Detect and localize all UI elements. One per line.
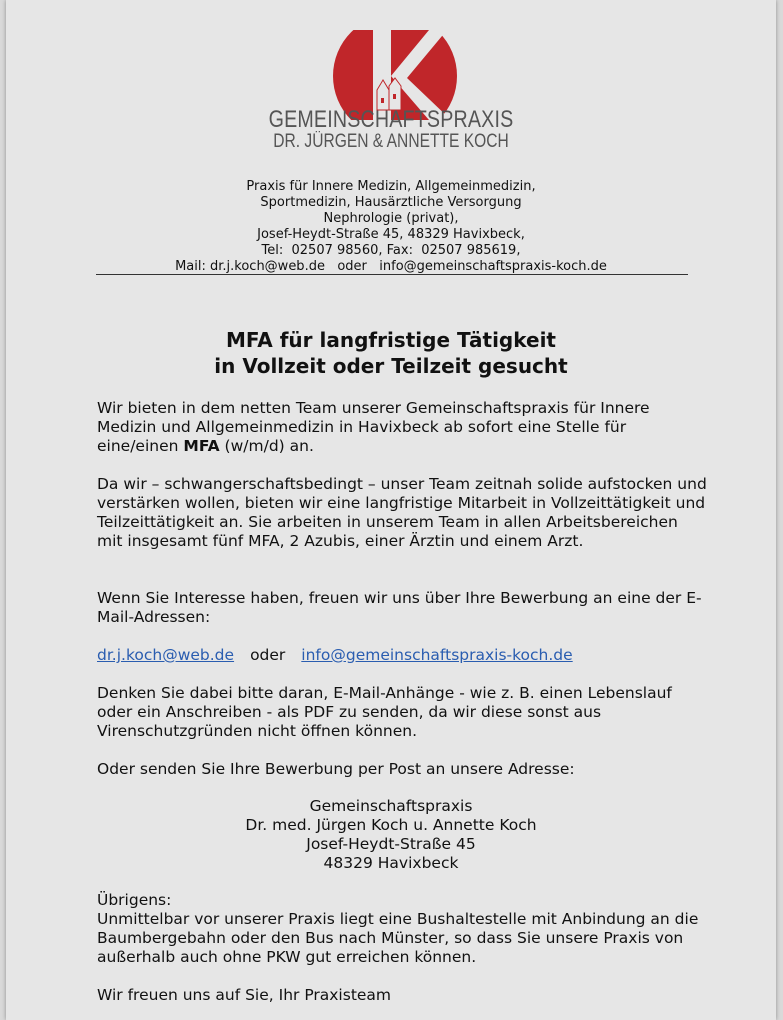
attachment-paragraph: Denken Sie dabei bitte daran, E-Mail-Anhänge - wie z. B. einen Lebenslauf oder ein Anschreiben - als PDF zu senden, da wir diese sonst aus Virenschutzgründen nicht öffnen können.	[97, 684, 672, 740]
email-link-2[interactable]: info@gemeinschaftspraxis-koch.de	[301, 646, 573, 664]
header-line: Nephrologie (privat),	[323, 211, 459, 226]
transport-text: Unmittelbar vor unserer Praxis liegt eine Bushaltestelle mit Anbindung an die Baumbergebahn oder den Bus nach Münster, so dass Sie unsere Praxis von außerhalb auch ohne PKW gut erreichen können.	[97, 910, 699, 966]
address-line: Gemeinschaftspraxis	[309, 797, 473, 815]
brand-name-line1: GEMEINSCHAFTSPRAXIS	[268, 106, 514, 133]
brand-name-line2: DR. JÜRGEN & ANNETTE KOCH	[273, 131, 509, 152]
practice-contact-header	[6, 179, 776, 275]
header-line: Mail: dr.j.koch@web.de oder info@gemeinschaftspraxis-koch.de	[175, 259, 607, 274]
job-title-line1: MFA für langfristige Tätigkeit	[226, 328, 556, 352]
address-line: Dr. med. Jürgen Koch u. Annette Koch	[245, 816, 537, 834]
address-line: 48329 Havixbeck	[323, 854, 459, 872]
postal-address	[6, 797, 776, 873]
email-or: oder	[250, 646, 286, 664]
intro-bold-mfa: MFA	[183, 437, 220, 455]
transport-paragraph	[97, 891, 707, 967]
header-line: Praxis für Innere Medizin, Allgemeinmedizin,	[246, 179, 536, 194]
email-link-1[interactable]: dr.j.koch@web.de	[97, 646, 235, 664]
job-title-line2: in Vollzeit oder Teilzeit gesucht	[214, 354, 568, 378]
intro-text: Wir bieten in dem netten Team unserer Gemeinschaftspraxis für Innere Medizin und Allgemeinmedizin in Havixbeck ab sofort eine Stelle für eine/einen	[97, 399, 650, 455]
header-line: Sportmedizin, Hausärztliche Versorgung	[260, 195, 522, 210]
closing-line: Wir freuen uns auf Sie, Ihr Praxisteam	[97, 986, 392, 1004]
team-paragraph: Da wir – schwangerschaftsbedingt – unser Team zeitnah solide aufstocken und verstärken wollen, bieten wir eine langfristige Mitarbeit in Vollzeittätigkeit und Teilzeittätigkeit an. Sie arbeiten in unserem Team in allen Arbeitsbereichen mit insgesamt fünf MFA, 2 Azubis, einer Ärztin und einem Arzt.	[97, 475, 707, 550]
email-links	[97, 646, 707, 665]
document-page	[6, 0, 776, 1020]
header-line: Tel: 02507 98560, Fax: 02507 985619,	[261, 243, 521, 258]
header-divider	[96, 274, 688, 275]
intro-paragraph	[97, 399, 707, 456]
address-line: Josef-Heydt-Straße 45	[306, 835, 476, 853]
job-title	[6, 327, 776, 379]
header-line: Josef-Heydt-Straße 45, 48329 Havixbeck,	[257, 227, 525, 242]
intro-text-end: (w/m/d) an.	[219, 437, 314, 455]
post-paragraph: Oder senden Sie Ihre Bewerbung per Post an unsere Adresse:	[97, 760, 575, 778]
interest-paragraph: Wenn Sie Interesse haben, freuen wir uns über Ihre Bewerbung an eine der E-Mail-Adressen:	[97, 589, 702, 626]
transport-heading: Übrigens:	[97, 891, 172, 909]
